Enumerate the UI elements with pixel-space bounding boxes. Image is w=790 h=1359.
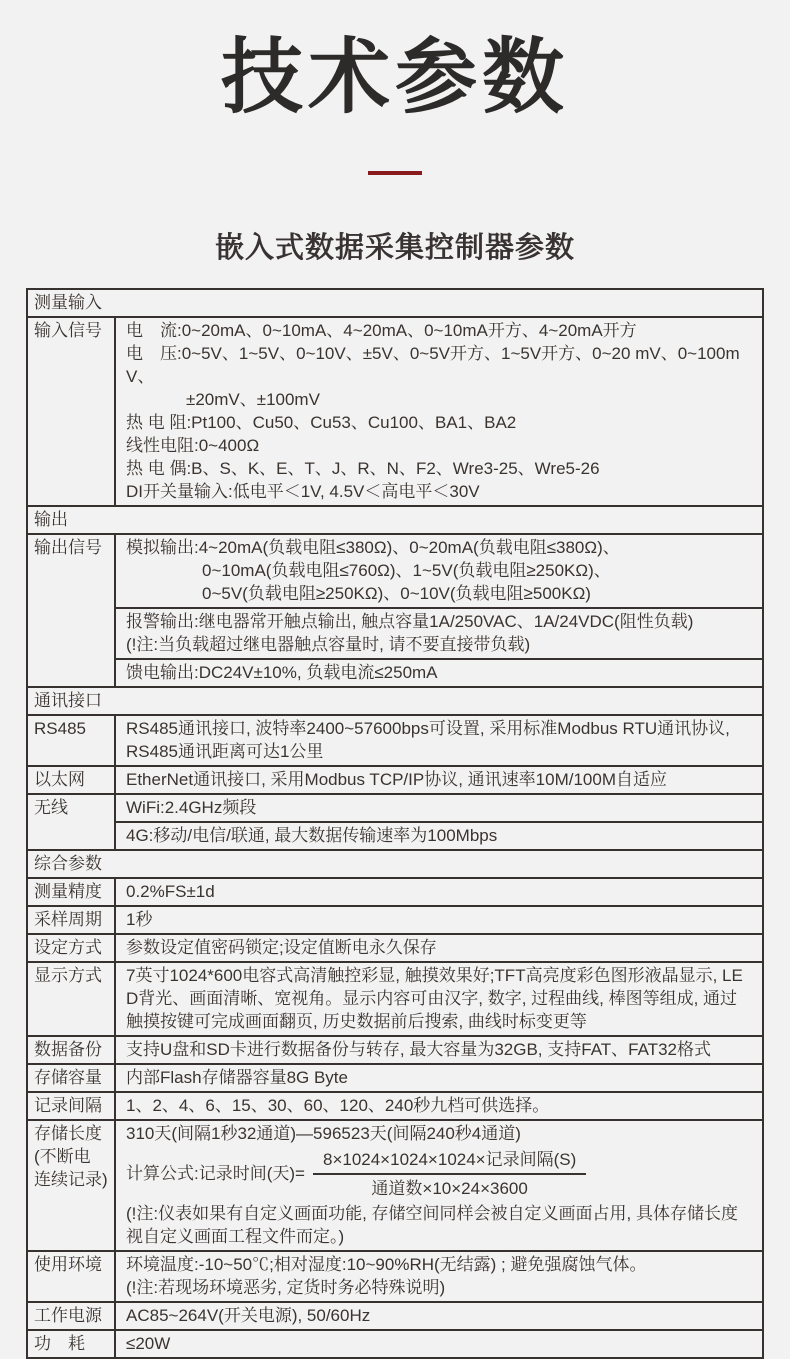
row-display bbox=[27, 962, 763, 1036]
environment-note-line: (!注:若现场环境恶劣, 定货时务必特殊说明) bbox=[126, 1277, 446, 1297]
row-sampling bbox=[27, 906, 763, 934]
output-alarm-note-line: (!注:当负载超过继电器触点容量时, 请不要直接带负载) bbox=[126, 634, 531, 654]
rs485-cell bbox=[115, 715, 763, 766]
input-voltage-cont-line: ±20mV、±100mV bbox=[186, 389, 320, 409]
environment-label: 使用环境 bbox=[27, 1251, 115, 1302]
row-output-analog bbox=[27, 534, 763, 608]
accuracy-label: 测量精度 bbox=[27, 878, 115, 906]
section-row-output bbox=[27, 506, 763, 534]
output-signal-label: 输出信号 bbox=[27, 534, 115, 687]
storage-length-label bbox=[27, 1120, 115, 1251]
input-linear-resistance-line: 线性电阻:0~400Ω bbox=[126, 435, 260, 455]
row-ethernet bbox=[27, 766, 763, 794]
capacity-label: 存储容量 bbox=[27, 1064, 115, 1092]
title-divider bbox=[368, 171, 422, 175]
power-label: 工作电源 bbox=[27, 1302, 115, 1330]
output-analog-line: 模拟输出:4~20mA(负载电阻≤380Ω)、0~20mA(负载电阻≤380Ω)、 bbox=[126, 537, 620, 557]
input-current-line: 电 流:0~20mA、0~10mA、4~20mA、0~10mA开方、4~20mA开方 bbox=[126, 320, 637, 340]
spec-sheet-page bbox=[0, 30, 790, 1353]
sampling-label: 采样周期 bbox=[27, 906, 115, 934]
setting-label: 设定方式 bbox=[27, 934, 115, 962]
section-header-measure-input: 测量输入 bbox=[27, 289, 763, 317]
wireless-4g-cell: 4G:移动/电信/联通, 最大数据传输速率为100Mbps bbox=[115, 822, 763, 850]
section-row-measure-input bbox=[27, 289, 763, 317]
output-feed-cell: 馈电输出:DC24V±10%, 负载电流≤250mA bbox=[115, 659, 763, 687]
setting-cell: 参数设定值密码锁定;设定值断电永久保存 bbox=[115, 934, 763, 962]
storage-formula-fraction bbox=[313, 1148, 586, 1200]
capacity-cell: 内部Flash存储器容量8G Byte bbox=[115, 1064, 763, 1092]
output-analog-cont-line: 0~10mA(负载电阻≤760Ω)、1~5V(负载电阻≥250KΩ)、 bbox=[202, 560, 611, 580]
accuracy-cell: 0.2%FS±1d bbox=[115, 878, 763, 906]
row-output-feed bbox=[27, 659, 763, 687]
interval-label: 记录间隔 bbox=[27, 1092, 115, 1120]
row-backup bbox=[27, 1036, 763, 1064]
storage-label-line-2: (不断电 bbox=[34, 1146, 91, 1166]
row-consumption bbox=[27, 1330, 763, 1358]
section-header-comm: 通讯接口 bbox=[27, 687, 763, 715]
rs485-label: RS485 bbox=[27, 715, 115, 766]
row-input-signal bbox=[27, 317, 763, 506]
row-wireless-wifi bbox=[27, 794, 763, 822]
consumption-cell: ≤20W bbox=[115, 1330, 763, 1358]
storage-formula bbox=[126, 1148, 754, 1200]
rs485-line-2: RS485通讯距离可达1公里 bbox=[126, 741, 324, 761]
input-signal-cell bbox=[115, 317, 763, 506]
output-analog-cell bbox=[115, 534, 763, 608]
environment-line: 环境温度:-10~50℃;相对湿度:10~90%RH(无结露) ; 避免强腐蚀气体。 bbox=[126, 1254, 647, 1274]
storage-label-line: 存储长度 bbox=[34, 1123, 102, 1143]
input-di-line: DI开关量输入:低电平＜1V, 4.5V＜高电平＜30V bbox=[126, 481, 480, 501]
section-row-comm bbox=[27, 687, 763, 715]
rs485-line: RS485通讯接口, 波特率2400~57600bps可设置, 采用标准Modbus RTU通讯协议, bbox=[126, 718, 730, 738]
storage-formula-denominator: 通道数×10×24×3600 bbox=[371, 1178, 528, 1198]
wireless-wifi-cell: WiFi:2.4GHz频段 bbox=[115, 794, 763, 822]
row-setting bbox=[27, 934, 763, 962]
storage-formula-numerator: 8×1024×1024×1024×记录间隔(S) bbox=[313, 1148, 586, 1175]
backup-cell: 支持U盘和SD卡进行数据备份与转存, 最大容量为32GB, 支持FAT、FAT32格式 bbox=[115, 1036, 763, 1064]
backup-label: 数据备份 bbox=[27, 1036, 115, 1064]
storage-formula-prefix: 计算公式:记录时间(天)= bbox=[126, 1164, 305, 1184]
row-accuracy bbox=[27, 878, 763, 906]
interval-cell: 1、2、4、6、15、30、60、120、240秒九档可供选择。 bbox=[115, 1092, 763, 1120]
storage-note-line: (!注:仪表如果有自定义画面功能, 存储空间同样会被自定义画面占用, 具体存储长度视自定义画面工程文件而定。) bbox=[126, 1203, 738, 1246]
output-alarm-line: 报警输出:继电器常开触点输出, 触点容量1A/250VAC、1A/24VDC(阻性负载) bbox=[126, 611, 694, 631]
row-power bbox=[27, 1302, 763, 1330]
spec-table bbox=[26, 288, 764, 1359]
ethernet-label: 以太网 bbox=[27, 766, 115, 794]
output-analog-cont-line-2: 0~5V(负载电阻≥250KΩ)、0~10V(负载电阻≥500KΩ) bbox=[202, 583, 591, 603]
input-voltage-line: 电 压:0~5V、1~5V、0~10V、±5V、0~5V开方、1~5V开方、0~20 mV、0~100mV、 bbox=[126, 343, 740, 386]
environment-cell bbox=[115, 1251, 763, 1302]
storage-length-cell bbox=[115, 1120, 763, 1251]
wireless-label: 无线 bbox=[27, 794, 115, 850]
row-wireless-4g bbox=[27, 822, 763, 850]
section-header-general: 综合参数 bbox=[27, 850, 763, 878]
row-storage-length bbox=[27, 1120, 763, 1251]
storage-range-line: 310天(间隔1秒32通道)—596523天(间隔240秒4通道) bbox=[126, 1123, 521, 1143]
display-cell: 7英寸1024*600电容式高清触控彩显, 触摸效果好;TFT高亮度彩色图形液晶显示, LED背光、画面清晰、宽视角。显示内容可由汉字, 数字, 过程曲线, 棒图等组成, 通过触摸按键可完成画面翻页, 历史数据前后搜索, 曲线时标变更等 bbox=[115, 962, 763, 1036]
storage-label-line-3: 连续记录) bbox=[34, 1169, 108, 1189]
input-thermocouple-line: 热 电 偶:B、S、K、E、T、J、R、N、F2、Wre3-25、Wre5-26 bbox=[126, 458, 600, 478]
input-rtd-line: 热 电 阻:Pt100、Cu50、Cu53、Cu100、BA1、BA2 bbox=[126, 412, 517, 432]
section-row-general bbox=[27, 850, 763, 878]
sampling-cell: 1秒 bbox=[115, 906, 763, 934]
row-interval bbox=[27, 1092, 763, 1120]
page-subtitle: 嵌入式数据采集控制器参数 bbox=[214, 231, 575, 264]
row-output-alarm bbox=[27, 608, 763, 659]
section-header-output: 输出 bbox=[27, 506, 763, 534]
row-capacity bbox=[27, 1064, 763, 1092]
ethernet-cell: EtherNet通讯接口, 采用Modbus TCP/IP协议, 通讯速率10M/100M自适应 bbox=[115, 766, 763, 794]
row-environment bbox=[27, 1251, 763, 1302]
row-rs485 bbox=[27, 715, 763, 766]
consumption-label: 功 耗 bbox=[27, 1330, 115, 1358]
output-alarm-cell bbox=[115, 608, 763, 659]
power-cell: AC85~264V(开关电源), 50/60Hz bbox=[115, 1302, 763, 1330]
page-title: 技术参数 bbox=[220, 32, 569, 123]
input-signal-label: 输入信号 bbox=[27, 317, 115, 506]
display-label: 显示方式 bbox=[27, 962, 115, 1036]
